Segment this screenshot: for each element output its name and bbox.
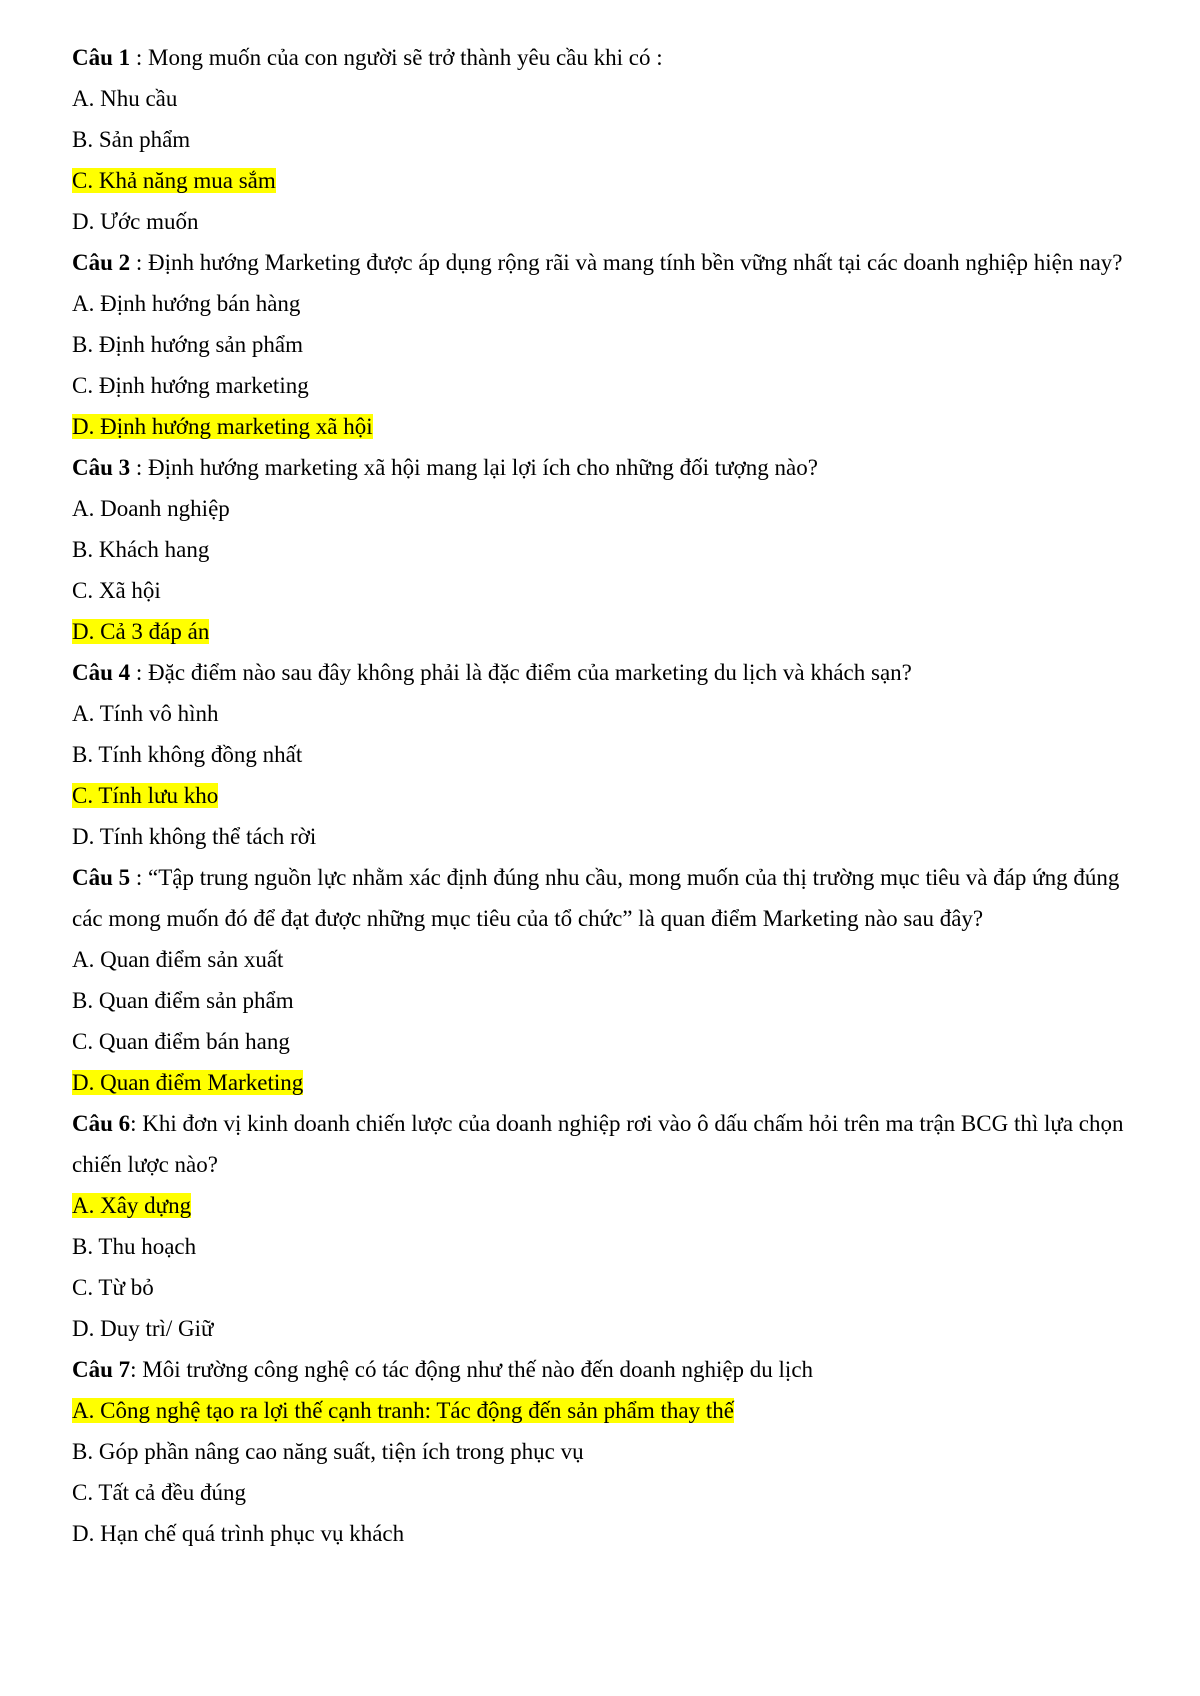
answer-options	[72, 693, 1152, 857]
question-4	[72, 652, 1152, 857]
question-5	[72, 857, 1152, 1103]
answer-options	[72, 283, 1152, 447]
question-text	[72, 1103, 1152, 1185]
answer-option: B. Định hướng sản phẩm	[72, 332, 303, 357]
question-number: Câu 4	[72, 660, 131, 685]
question-number: Câu 1	[72, 45, 131, 70]
answer-option: C. Xã hội	[72, 578, 161, 603]
answer-option: D. Hạn chế quá trình phục vụ khách	[72, 1521, 405, 1546]
answer-options	[72, 488, 1152, 652]
answer-option: C. Tất cả đều đúng	[72, 1480, 246, 1505]
question-prompt: : Môi trường công nghệ có tác động như thế nào đến doanh nghiệp du lịch	[130, 1357, 814, 1382]
question-text	[72, 652, 1152, 693]
highlighted-answer: A. Công nghệ tạo ra lợi thế cạnh tranh: Tác động đến sản phẩm thay thế	[72, 1398, 734, 1423]
highlighted-answer: D. Định hướng marketing xã hội	[72, 414, 373, 439]
question-2	[72, 242, 1152, 447]
answer-option: D. Duy trì/ Giữ	[72, 1316, 214, 1341]
answer-options	[72, 78, 1152, 242]
highlighted-answer: D. Cả 3 đáp án	[72, 619, 210, 644]
answer-option: A. Nhu cầu	[72, 86, 178, 111]
answer-option: C. Từ bỏ	[72, 1275, 154, 1300]
answer-option: A. Doanh nghiệp	[72, 496, 230, 521]
answer-options	[72, 939, 1152, 1103]
answer-option: A. Quan điểm sản xuất	[72, 947, 284, 972]
answer-option: B. Khách hang	[72, 537, 210, 562]
question-text	[72, 37, 1152, 78]
question-number: Câu 3	[72, 455, 131, 480]
quiz-document	[72, 37, 1152, 1554]
question-text	[72, 242, 1152, 283]
answer-option: C. Định hướng marketing	[72, 373, 309, 398]
answer-option: B. Góp phần nâng cao năng suất, tiện ích trong phục vụ	[72, 1439, 584, 1464]
answer-option: B. Quan điểm sản phẩm	[72, 988, 294, 1013]
answer-option-correct	[72, 406, 1152, 447]
question-prompt: : Đặc điểm nào sau đây không phải là đặc điểm của marketing du lịch và khách sạn?	[130, 660, 912, 685]
answer-option-correct	[72, 160, 1152, 201]
question-3	[72, 447, 1152, 652]
answer-options	[72, 1185, 1152, 1349]
question-number: Câu 6	[72, 1111, 131, 1136]
question-7	[72, 1349, 1152, 1554]
question-text	[72, 857, 1152, 939]
answer-option: D. Tính không thể tách rời	[72, 824, 317, 849]
answer-option-correct	[72, 611, 1152, 652]
answer-option: B. Thu hoạch	[72, 1234, 197, 1259]
highlighted-answer: D. Quan điểm Marketing	[72, 1070, 304, 1095]
answer-option-correct	[72, 1062, 1152, 1103]
question-prompt: : “Tập trung nguồn lực nhằm xác định đúng nhu cầu, mong muốn của thị trường mục tiêu và đáp ứng đúng các mong muốn đó để đạt được những mục tiêu của tổ chức” là quan điểm Marketing nào sau đây?	[72, 865, 1120, 931]
answer-option: C. Quan điểm bán hang	[72, 1029, 290, 1054]
answer-option: B. Tính không đồng nhất	[72, 742, 303, 767]
question-1	[72, 37, 1152, 242]
question-number: Câu 2	[72, 250, 131, 275]
highlighted-answer: C. Tính lưu kho	[72, 783, 219, 808]
question-prompt: : Mong muốn của con người sẽ trở thành yêu cầu khi có :	[130, 45, 663, 70]
question-number: Câu 7	[72, 1357, 131, 1382]
answer-option: D. Ước muốn	[72, 209, 199, 234]
answer-option: B. Sản phẩm	[72, 127, 191, 152]
highlighted-answer: C. Khả năng mua sắm	[72, 168, 276, 193]
answer-option-correct	[72, 1185, 1152, 1226]
answer-options	[72, 1390, 1152, 1554]
answer-option: A. Định hướng bán hàng	[72, 291, 301, 316]
question-prompt: : Định hướng marketing xã hội mang lại lợi ích cho những đối tượng nào?	[130, 455, 818, 480]
question-prompt: : Định hướng Marketing được áp dụng rộng rãi và mang tính bền vững nhất tại các doanh nghiệp hiện nay?	[130, 250, 1123, 275]
question-text	[72, 447, 1152, 488]
question-text	[72, 1349, 1152, 1390]
answer-option-correct	[72, 775, 1152, 816]
answer-option-correct	[72, 1390, 1152, 1431]
highlighted-answer: A. Xây dựng	[72, 1193, 192, 1218]
question-6	[72, 1103, 1152, 1349]
question-number: Câu 5	[72, 865, 131, 890]
question-prompt: : Khi đơn vị kinh doanh chiến lược của doanh nghiệp rơi vào ô dấu chấm hỏi trên ma trận BCG thì lựa chọn chiến lược nào?	[72, 1111, 1124, 1177]
answer-option: A. Tính vô hình	[72, 701, 219, 726]
